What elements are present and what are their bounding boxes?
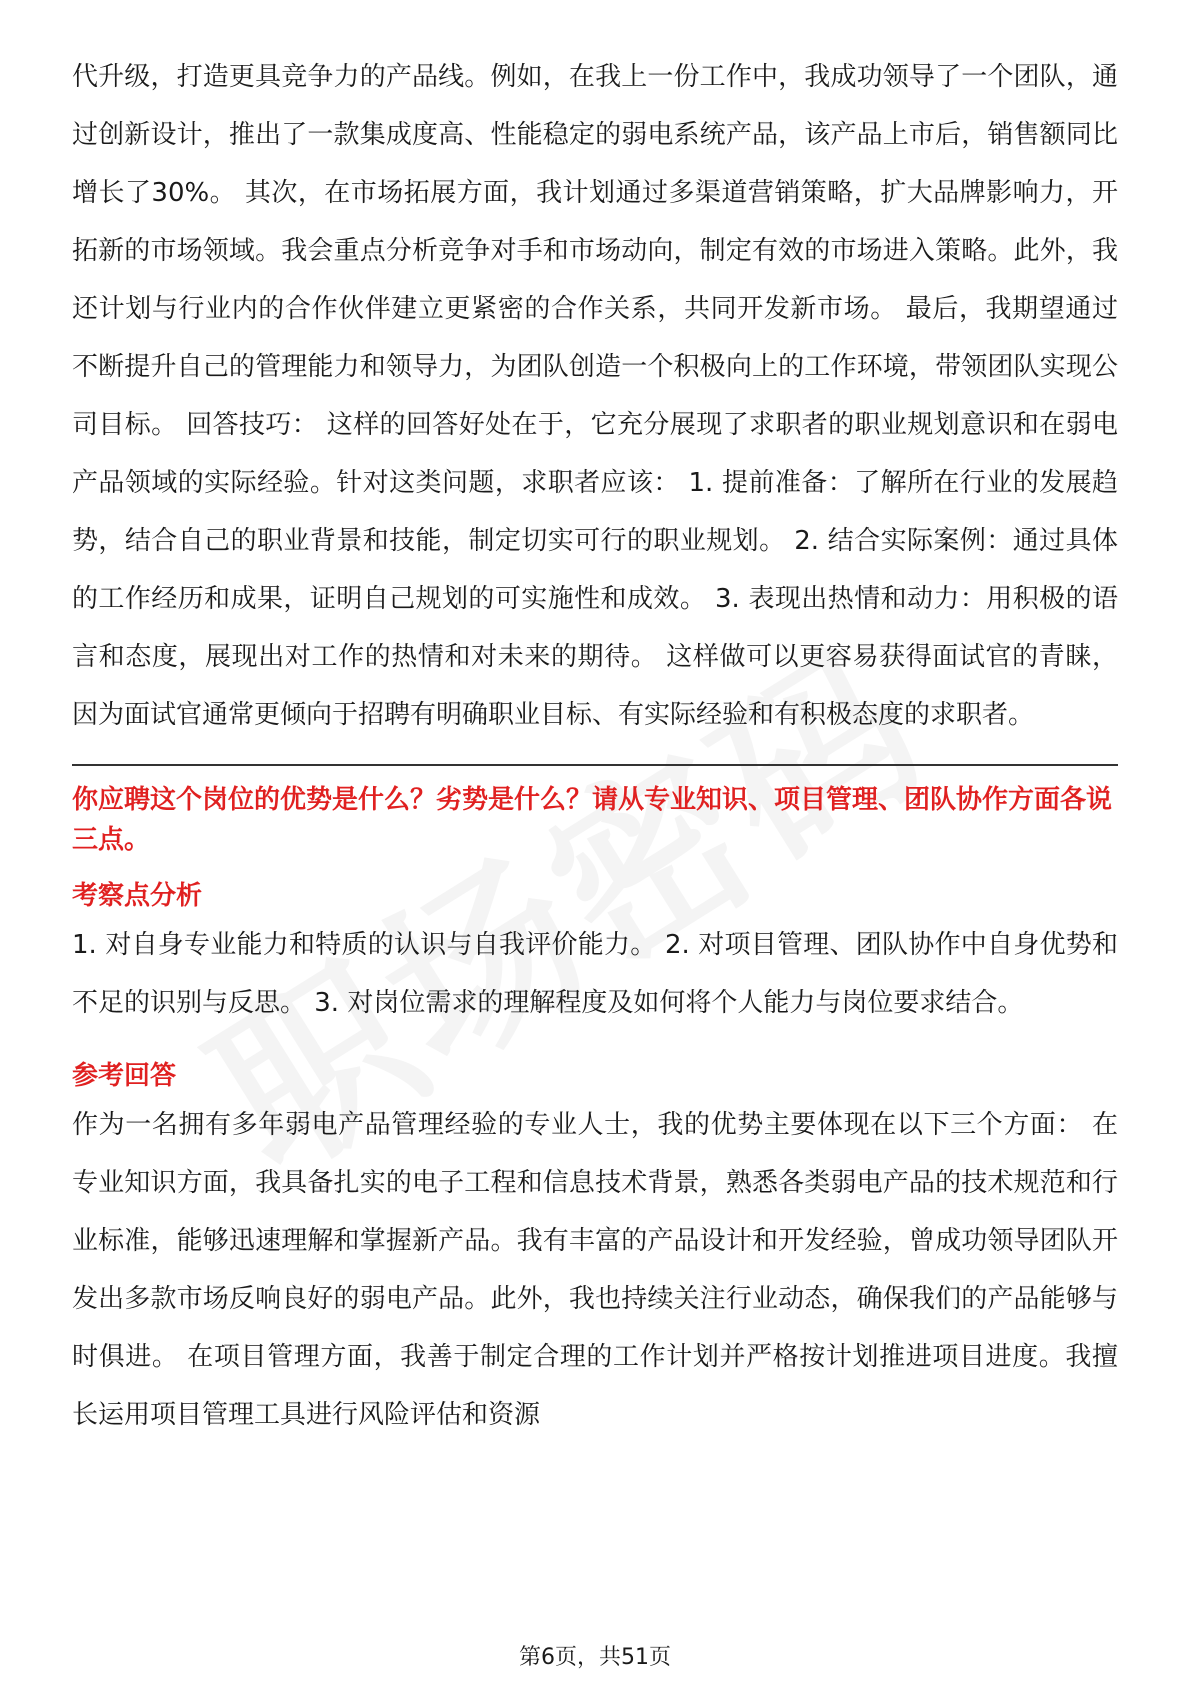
- analysis-heading: 考察点分析: [72, 881, 203, 911]
- analysis-text: 1. 对自身专业能力和特质的认识与自我评价能力。 2. 对项目管理、团队协作中自身优势和不足的识别与反思。 3. 对岗位需求的理解程度及如何将个人能力与岗位要求结合。: [72, 930, 1118, 1018]
- document-page: [72, 48, 1118, 1648]
- page-number: 第6页，共51页: [519, 1645, 671, 1670]
- answer-text: 作为一名拥有多年弱电产品管理经验的专业人士，我的优势主要体现在以下三个方面： 在专业知识方面，我具备扎实的电子工程和信息技术背景，熟悉各类弱电产品的技术规范和行业标准，能够迅速理解和掌握新产品。我有丰富的产品设计和开发经验，曾成功领导团队开发出多款市场反响良好的弱电产品。此外，我也持续关注行业动态，确保我们的产品能够与时俱进。 在项目管理方面，我善于制定合理的工作计划并严格按计划推进项目进度。我擅长运用项目管理工具进行风险评估和资源: [72, 1110, 1118, 1430]
- intro-paragraph: 代升级，打造更具竞争力的产品线。例如，在我上一份工作中，我成功领导了一个团队，通过创新设计，推出了一款集成度高、性能稳定的弱电系统产品，该产品上市后，销售额同比增长了30%。 其次，在市场拓展方面，我计划通过多渠道营销策略，扩大品牌影响力，开拓新的市场领域。我会重点分析竞争对手和市场动向，制定有效的市场进入策略。此外，我还计划与行业内的合作伙伴建立更紧密的合作关系，共同开发新市场。 最后，我期望通过不断提升自己的管理能力和领导力，为团队创造一个积极向上的工作环境，带领团队实现公司目标。 回答技巧： 这样的回答好处在于，它充分展现了求职者的职业规划意识和在弱电产品领域的实际经验。针对这类问题，求职者应该： 1. 提前准备：了解所在行业的发展趋势，结合自己的职业背景和技能，制定切实可行的职业规划。 2. 结合实际案例：通过具体的工作经历和成果，证明自己规划的可实施性和成效。 3. 表现出热情和动力：用积极的语言和态度，展现出对工作的热情和对未来的期待。 这样做可以更容易获得面试官的青睐，因为面试官通常更倾向于招聘有明确职业目标、有实际经验和有积极态度的求职者。: [72, 62, 1118, 730]
- section-divider: [72, 764, 1118, 766]
- question-title: 你应聘这个岗位的优势是什么？劣势是什么？请从专业知识、项目管理、团队协作方面各说三点。: [72, 785, 1113, 855]
- answer-heading: 参考回答: [72, 1061, 177, 1091]
